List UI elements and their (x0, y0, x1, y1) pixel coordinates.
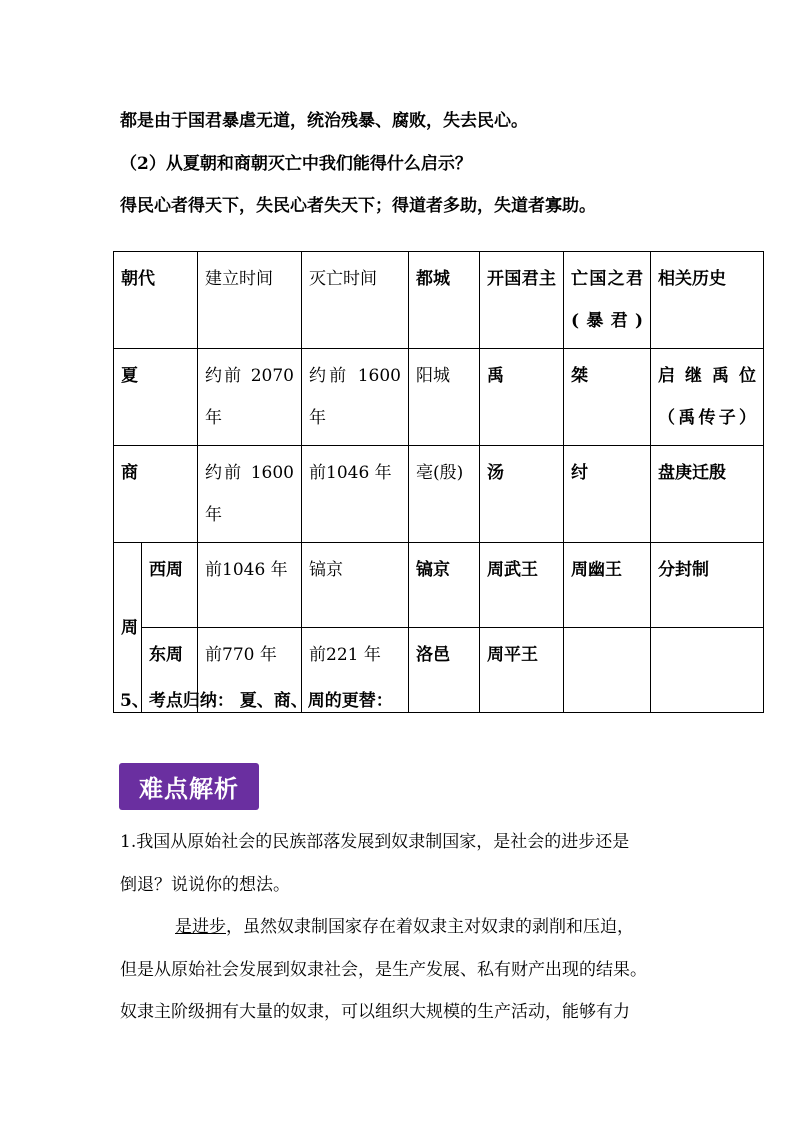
cell-dynasty: 商 (114, 446, 198, 543)
header-capital: 都城 (409, 252, 480, 349)
cell-dynasty: 西周 (142, 543, 198, 628)
cell-capital: 亳(殷) (409, 446, 480, 543)
question-line-1: 1.我国从原始社会的民族部落发展到奴隶制国家，是社会的进步还是 (120, 832, 630, 852)
header-founded: 建立时间 (198, 252, 302, 349)
cell-zhou: 周 (114, 543, 142, 713)
header-dynasty: 朝代 (114, 252, 198, 349)
table-row (114, 543, 764, 628)
header-ended: 灭亡时间 (302, 252, 409, 349)
answer-line-1 (175, 912, 634, 937)
cell-history: 盘庚迁殷 (651, 446, 764, 543)
table-row (114, 446, 764, 543)
cell-history: 分封制 (651, 543, 764, 628)
cell-ended: 镐京 (302, 543, 409, 628)
header-last-ruler: 亡国之君(暴君) (564, 252, 651, 349)
intro-question: （2）从夏朝和商朝灭亡中我们能得什么启示？ (120, 154, 472, 174)
question-line-2: 倒退？说说你的想法。 (120, 875, 290, 895)
summary-heading: 5、考点归纳： 夏、商、周的更替： (120, 691, 393, 711)
cell-ended: 前1046 年 (302, 446, 409, 543)
cell-capital: 洛邑 (409, 628, 480, 713)
cell-capital: 镐京 (409, 543, 480, 628)
answer-line-2: 但是从原始社会发展到奴隶社会，是生产发展、私有财产出现的结果。 (120, 960, 647, 980)
answer-line-3: 奴隶主阶级拥有大量的奴隶，可以组织大规模的生产活动，能够有力 (120, 1002, 630, 1022)
answer-line-1-rest: ，虽然奴隶制国家存在着奴隶主对奴隶的剥削和压迫， (226, 917, 634, 937)
cell-founder: 周武王 (480, 543, 564, 628)
cell-founded: 约前 1600 年 (198, 446, 302, 543)
answer-lead: 是进步 (175, 917, 226, 937)
cell-last-ruler (564, 628, 651, 713)
cell-last-ruler: 桀 (564, 349, 651, 446)
header-founder: 开国君主 (480, 252, 564, 349)
cell-dynasty: 东周 (142, 628, 198, 713)
cell-last-ruler: 周幽王 (564, 543, 651, 628)
difficulty-analysis-badge: 难点解析 (119, 763, 259, 810)
cell-capital: 阳城 (409, 349, 480, 446)
cell-founder: 汤 (480, 446, 564, 543)
cell-founder: 禹 (480, 349, 564, 446)
table-header-row (114, 252, 764, 349)
cell-founded: 前770 年 (198, 628, 302, 713)
intro-line-1: 都是由于国君暴虐无道，统治残暴、腐败，失去民心。 (120, 111, 528, 131)
cell-history (651, 628, 764, 713)
cell-founded: 约前 2070 年 (198, 349, 302, 446)
cell-history: 启继禹位（禹传子） (651, 349, 764, 446)
cell-ended: 约前 1600 年 (302, 349, 409, 446)
intro-answer: 得民心者得天下，失民心者失天下；得道者多助，失道者寡助。 (120, 196, 596, 216)
cell-founder: 周平王 (480, 628, 564, 713)
cell-dynasty: 夏 (114, 349, 198, 446)
header-history: 相关历史 (651, 252, 764, 349)
cell-last-ruler: 纣 (564, 446, 651, 543)
cell-founded: 前1046 年 (198, 543, 302, 628)
dynasty-table (113, 251, 764, 713)
cell-ended: 前221 年 (302, 628, 409, 713)
table-row (114, 349, 764, 446)
